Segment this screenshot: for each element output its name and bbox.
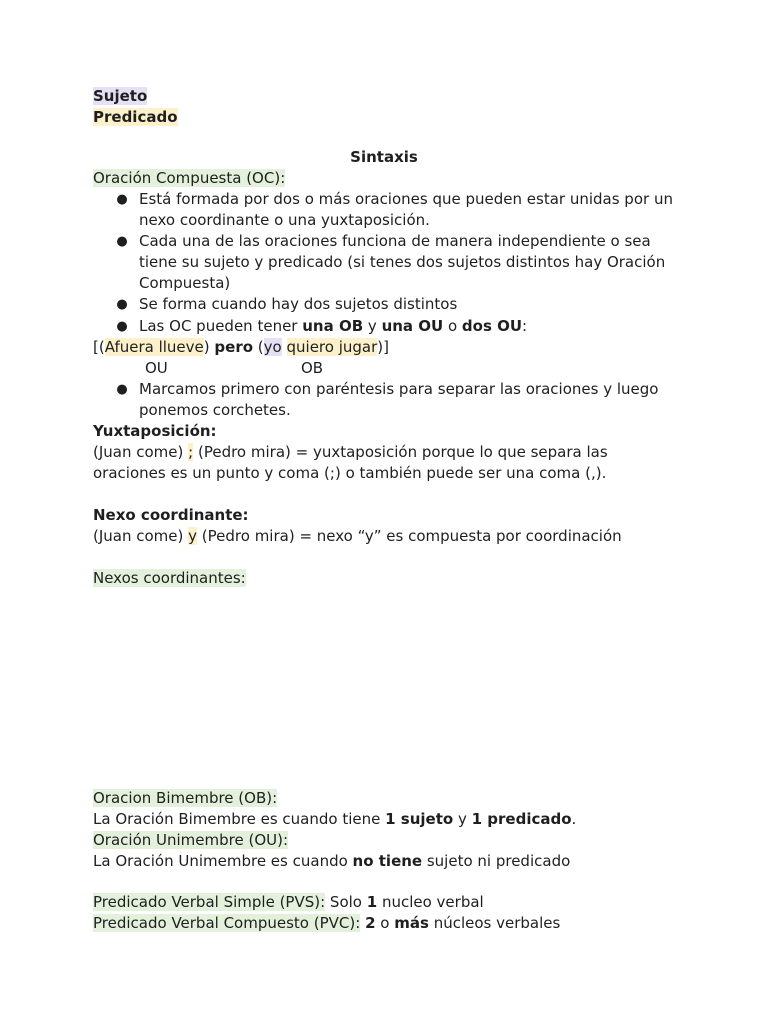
bullet-icon: ● [116, 382, 128, 397]
oc-bullet-3-line-1: Se forma cuando hay dos sujetos distintos [139, 295, 458, 313]
pvc-line: Predicado Verbal Compuesto (PVC): 2 o más núcleos verbales [93, 914, 561, 932]
oc-bullet-1-line-2: nexo coordinante o una yuxtaposición. [139, 211, 430, 229]
oc-bullet-2-line-2: tiene su sujeto y predicado (si tenes dos sujetos distintos hay Oración [139, 253, 666, 271]
oc-example: [(Afuera llueve) pero (yo quiero jugar)] [93, 338, 389, 356]
oc-bullet-1-line-1: Está formada por dos o más oraciones que pueden estar unidas por un [139, 190, 673, 208]
ob-heading: Oracion Bimembre (OB): [93, 789, 278, 807]
yuxta-line-1: (Juan come) ; (Pedro mira) = yuxtaposición porque lo que separa las [93, 443, 608, 461]
label-predicado: Predicado [93, 108, 178, 126]
nexo-heading: Nexo coordinante: [93, 506, 249, 524]
oc-example-label-ob: OB [301, 359, 324, 377]
ou-definition: La Oración Unimembre es cuando no tiene sujeto ni predicado [93, 852, 571, 870]
nexos-heading: Nexos coordinantes: [93, 569, 246, 587]
oc-bullet-5-line-2: ponemos corchetes. [139, 401, 291, 419]
page-title: Sintaxis [350, 148, 418, 166]
oc-bullet-2-line-1: Cada una de las oraciones funciona de manera independiente o sea [139, 232, 651, 250]
oc-heading: Oración Compuesta (OC): [93, 169, 286, 187]
ou-heading: Oración Unimembre (OU): [93, 831, 289, 849]
ob-definition: La Oración Bimembre es cuando tiene 1 sujeto y 1 predicado. [93, 810, 577, 828]
yuxta-line-2: oraciones es un punto y coma (;) o también puede ser una coma (,). [93, 464, 607, 482]
oc-bullet-4: Las OC pueden tener una OB y una OU o dos OU: [139, 317, 528, 335]
nexo-line-1: (Juan come) y (Pedro mira) = nexo “y” es compuesta por coordinación [93, 527, 622, 545]
bullet-icon: ● [116, 234, 128, 249]
yuxta-heading: Yuxtaposición: [93, 422, 217, 440]
bullet-icon: ● [116, 297, 128, 312]
bullet-icon: ● [116, 192, 128, 207]
bullet-icon: ● [116, 319, 128, 334]
oc-bullet-5-line-1: Marcamos primero con paréntesis para separar las oraciones y luego [139, 380, 659, 398]
label-sujeto: Sujeto [93, 87, 148, 105]
oc-example-label-ou: OU [145, 359, 168, 377]
oc-bullet-2-line-3: Compuesta) [139, 274, 231, 292]
pvs-line: Predicado Verbal Simple (PVS): Solo 1 nucleo verbal [93, 893, 484, 911]
